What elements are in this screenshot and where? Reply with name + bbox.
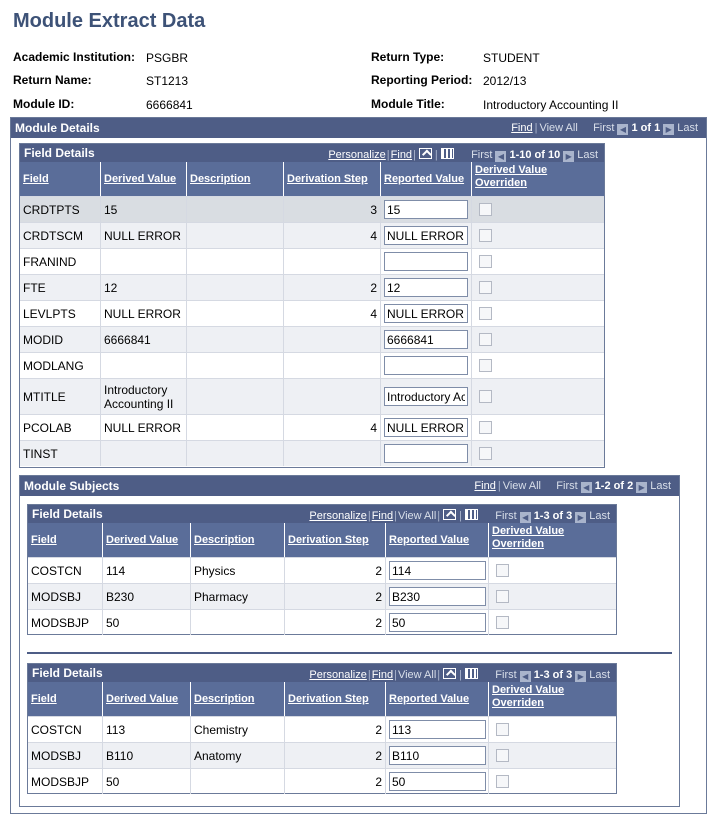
overriden-cell — [489, 584, 616, 609]
overriden-cell — [472, 197, 604, 222]
module-details-title: Module Details — [15, 121, 100, 135]
view-in-new-window-icon[interactable] — [443, 509, 456, 520]
overriden-cell — [489, 717, 616, 742]
first-label: First — [495, 669, 517, 681]
last-label: Last — [589, 510, 610, 522]
column-field[interactable]: Field — [28, 682, 103, 716]
description-cell — [187, 223, 284, 248]
table-row — [28, 716, 616, 742]
field-cell: MODSBJ — [28, 584, 103, 609]
table-row — [28, 583, 616, 609]
table-row — [20, 326, 604, 352]
reported-value-input[interactable] — [389, 772, 486, 791]
page-title: Module Extract Data — [13, 10, 206, 32]
field-cell: MODID — [20, 327, 101, 352]
derived-value-cell: 15 — [101, 197, 187, 222]
next-arrow-icon[interactable]: ▶ — [575, 512, 586, 523]
row-range: 1-3 of 3 — [533, 510, 573, 522]
field-cell: FRANIND — [20, 249, 101, 274]
field-details-grid — [19, 143, 605, 468]
table-row — [20, 378, 604, 414]
row-range: 1-10 of 10 — [509, 149, 561, 161]
return-type-value: STUDENT — [483, 51, 540, 65]
derivation-step-cell: 2 — [284, 275, 381, 300]
reported-value-input[interactable] — [384, 418, 468, 437]
reported-value-cell — [381, 249, 472, 274]
overriden-checkbox[interactable] — [479, 421, 492, 434]
overriden-checkbox[interactable] — [496, 723, 509, 736]
view-all-link[interactable]: View All — [397, 669, 437, 681]
derived-value-cell: 50 — [103, 610, 191, 635]
field-cell: COSTCN — [28, 558, 103, 583]
reported-value-input[interactable] — [389, 613, 486, 632]
field-details-header — [20, 144, 604, 162]
overriden-checkbox[interactable] — [479, 307, 492, 320]
reported-value-cell — [381, 415, 472, 440]
reported-value-cell — [381, 301, 472, 326]
derived-value-cell: 114 — [103, 558, 191, 583]
overriden-checkbox[interactable] — [479, 333, 492, 346]
field-cell: CRDTPTS — [20, 197, 101, 222]
subject-field-details-grid — [27, 663, 617, 794]
column-derivation-step[interactable]: Derivation Step — [285, 523, 386, 557]
table-row — [20, 222, 604, 248]
view-all-link[interactable]: View All — [539, 122, 578, 134]
reported-value-cell — [386, 610, 489, 635]
field-cell: COSTCN — [28, 717, 103, 742]
derived-value-cell: B230 — [103, 584, 191, 609]
column-field[interactable]: Field — [20, 162, 101, 196]
overriden-checkbox[interactable] — [479, 229, 492, 242]
module-details-header — [11, 118, 706, 138]
description-cell — [187, 379, 284, 414]
description-cell — [187, 249, 284, 274]
derived-value-cell: NULL ERROR — [101, 301, 187, 326]
previous-arrow-icon[interactable]: ◀ — [520, 512, 531, 523]
overriden-cell — [472, 249, 604, 274]
reported-value-input[interactable] — [384, 278, 468, 297]
table-row — [28, 557, 616, 583]
reported-value-cell — [381, 223, 472, 248]
reported-value-input[interactable] — [389, 561, 486, 580]
description-cell — [187, 441, 284, 466]
overriden-checkbox[interactable] — [496, 616, 509, 629]
module-details-scroll — [10, 117, 707, 814]
field-cell: PCOLAB — [20, 415, 101, 440]
column-derivation-step[interactable]: Derivation Step — [284, 162, 381, 196]
field-cell: MODSBJP — [28, 610, 103, 635]
reported-value-input[interactable] — [384, 444, 468, 463]
description-cell — [187, 327, 284, 352]
overriden-checkbox[interactable] — [479, 390, 492, 403]
column-derivation-step[interactable]: Derivation Step — [285, 682, 386, 716]
column-derived-value[interactable]: Derived Value — [103, 682, 191, 716]
description-cell — [187, 275, 284, 300]
find-link[interactable]: Find — [474, 480, 496, 492]
module-subjects-header — [20, 476, 679, 496]
overriden-checkbox[interactable] — [479, 447, 492, 460]
reported-value-cell — [386, 743, 489, 768]
module-title-label: Module Title: — [371, 97, 445, 111]
next-arrow-icon[interactable]: ▶ — [563, 151, 574, 162]
table-row — [20, 300, 604, 326]
column-derived-value-overriden[interactable]: Derived Value Overriden — [489, 523, 616, 557]
derivation-step-cell: 2 — [285, 769, 386, 794]
column-derived-value[interactable]: Derived Value — [103, 523, 191, 557]
row-range: 1-2 of 2 — [594, 480, 634, 492]
derived-value-cell: 113 — [103, 717, 191, 742]
derivation-step-cell — [284, 353, 381, 378]
reported-value-cell — [386, 584, 489, 609]
download-grid-icon[interactable] — [465, 509, 478, 520]
field-details-column-headers — [20, 162, 604, 196]
next-arrow-icon[interactable]: ▶ — [663, 124, 674, 135]
return-name-value: ST1213 — [146, 74, 189, 88]
last-label: Last — [577, 149, 598, 161]
personalize-link[interactable]: Personalize — [328, 149, 386, 161]
reported-value-cell — [381, 379, 472, 414]
table-row — [28, 768, 616, 794]
field-cell: MTITLE — [20, 379, 101, 414]
table-row — [20, 196, 604, 222]
derivation-step-cell: 4 — [284, 415, 381, 440]
derivation-step-cell: 4 — [284, 223, 381, 248]
view-all-link[interactable]: View All — [397, 510, 437, 522]
description-cell: Chemistry — [191, 717, 285, 742]
reported-value-input[interactable] — [384, 252, 468, 271]
field-details-nav: Personalize|Find|View All| | First ◀ 1-3 of 3 ▶ Last — [309, 669, 610, 681]
derived-value-cell: 6666841 — [101, 327, 187, 352]
module-id-value: 6666841 — [146, 98, 193, 112]
derivation-step-cell: 3 — [284, 197, 381, 222]
field-details-nav: Personalize|Find|View All| | First ◀ 1-3 of 3 ▶ Last — [309, 510, 610, 522]
derivation-step-cell: 2 — [285, 558, 386, 583]
table-row — [20, 274, 604, 300]
derivation-step-cell: 2 — [285, 717, 386, 742]
table-row — [28, 742, 616, 768]
view-in-new-window-icon[interactable] — [443, 668, 456, 679]
reported-value-input[interactable] — [389, 720, 486, 739]
view-all-link[interactable]: View All — [502, 480, 542, 492]
field-cell: FTE — [20, 275, 101, 300]
reporting-period-label: Reporting Period: — [371, 73, 473, 87]
overriden-cell — [472, 379, 604, 414]
return-type-label: Return Type: — [371, 50, 445, 64]
column-field[interactable]: Field — [28, 523, 103, 557]
overriden-cell — [472, 415, 604, 440]
field-details-column-headers — [28, 523, 616, 557]
overriden-cell — [472, 353, 604, 378]
description-cell — [187, 415, 284, 440]
academic-institution-value: PSGBR — [146, 51, 189, 65]
module-id-label: Module ID: — [13, 97, 75, 111]
previous-arrow-icon[interactable]: ◀ — [520, 671, 531, 682]
description-cell — [187, 301, 284, 326]
overriden-checkbox[interactable] — [479, 255, 492, 268]
derivation-step-cell — [284, 441, 381, 466]
personalize-link[interactable]: Personalize — [309, 669, 367, 681]
reporting-period-value: 2012/13 — [483, 74, 527, 88]
first-label: First — [471, 149, 493, 161]
personalize-link[interactable]: Personalize — [309, 510, 367, 522]
overriden-checkbox[interactable] — [496, 775, 509, 788]
description-cell: Anatomy — [191, 743, 285, 768]
field-details-title: Field Details — [32, 666, 103, 680]
previous-arrow-icon[interactable]: ◀ — [495, 151, 506, 162]
download-grid-icon[interactable] — [465, 668, 478, 679]
find-link[interactable]: Find — [390, 149, 413, 161]
view-in-new-window-icon[interactable] — [419, 148, 432, 159]
return-name-label: Return Name: — [13, 73, 92, 87]
field-cell: CRDTSCM — [20, 223, 101, 248]
column-derived-value-overriden[interactable]: Derived Value Overriden — [489, 682, 616, 716]
reported-value-cell — [386, 769, 489, 794]
column-reported-value[interactable]: Reported Value — [381, 162, 472, 196]
table-row — [20, 414, 604, 440]
derivation-step-cell — [284, 249, 381, 274]
table-row — [20, 352, 604, 378]
reported-value-cell — [381, 353, 472, 378]
description-cell — [191, 610, 285, 635]
field-details-column-headers — [28, 682, 616, 716]
table-row — [20, 248, 604, 274]
find-link[interactable]: Find — [371, 669, 394, 681]
derived-value-cell — [101, 249, 187, 274]
module-details-nav: Find | View All First ◀ 1 of 1 ▶ Last — [511, 122, 698, 134]
reported-value-input[interactable] — [384, 200, 468, 219]
overriden-checkbox[interactable] — [479, 203, 492, 216]
overriden-cell — [472, 301, 604, 326]
reported-value-input[interactable] — [384, 356, 468, 375]
reported-value-input[interactable] — [384, 387, 468, 406]
first-label: First — [556, 480, 578, 492]
derived-value-cell — [101, 353, 187, 378]
module-subjects-scroll — [19, 475, 680, 807]
column-description[interactable]: Description — [191, 682, 285, 716]
row-range: 1 of 1 — [631, 122, 661, 134]
derived-value-cell: B110 — [103, 743, 191, 768]
description-cell — [187, 353, 284, 378]
description-cell: Physics — [191, 558, 285, 583]
next-arrow-icon[interactable]: ▶ — [636, 482, 647, 493]
reported-value-cell — [381, 275, 472, 300]
overriden-checkbox[interactable] — [496, 564, 509, 577]
overriden-cell — [472, 327, 604, 352]
field-details-title: Field Details — [32, 507, 103, 521]
overriden-cell — [489, 769, 616, 794]
overriden-checkbox[interactable] — [479, 281, 492, 294]
field-cell: MODLANG — [20, 353, 101, 378]
module-subjects-title: Module Subjects — [24, 479, 120, 493]
row-range: 1-3 of 3 — [533, 669, 573, 681]
reported-value-input[interactable] — [384, 226, 468, 245]
overriden-checkbox[interactable] — [496, 590, 509, 603]
derivation-step-cell — [284, 379, 381, 414]
last-label: Last — [677, 122, 698, 134]
subject-divider — [27, 652, 672, 654]
field-details-header — [28, 505, 616, 523]
table-row — [28, 609, 616, 635]
subject-field-details-grid — [27, 504, 617, 635]
download-grid-icon[interactable] — [441, 148, 454, 159]
overriden-cell — [489, 743, 616, 768]
field-cell: MODSBJP — [28, 769, 103, 794]
overriden-checkbox[interactable] — [479, 359, 492, 372]
field-details-nav: Personalize|Find| | First ◀ 1-10 of 10 ▶ Last — [328, 149, 598, 161]
derivation-step-cell: 2 — [285, 610, 386, 635]
derivation-step-cell — [284, 327, 381, 352]
reported-value-input[interactable] — [384, 304, 468, 323]
reported-value-input[interactable] — [389, 587, 486, 606]
module-subjects-nav: Find | View All First ◀ 1-2 of 2 ▶ Last — [474, 480, 671, 492]
find-link[interactable]: Find — [371, 510, 394, 522]
find-link[interactable]: Find — [511, 122, 533, 134]
derivation-step-cell: 4 — [284, 301, 381, 326]
previous-arrow-icon[interactable]: ◀ — [617, 124, 628, 135]
column-description[interactable]: Description — [191, 523, 285, 557]
overriden-checkbox[interactable] — [496, 749, 509, 762]
reported-value-cell — [381, 197, 472, 222]
description-cell — [191, 769, 285, 794]
field-cell: LEVLPTS — [20, 301, 101, 326]
derived-value-cell — [101, 441, 187, 466]
reported-value-cell — [381, 327, 472, 352]
academic-institution-label: Academic Institution: — [13, 50, 136, 64]
reported-value-input[interactable] — [384, 330, 468, 349]
overriden-cell — [489, 558, 616, 583]
last-label: Last — [589, 669, 610, 681]
description-cell — [187, 197, 284, 222]
reported-value-cell — [381, 441, 472, 466]
column-description[interactable]: Description — [187, 162, 284, 196]
field-details-header — [28, 664, 616, 682]
column-reported-value[interactable]: Reported Value — [386, 523, 489, 557]
derived-value-cell: NULL ERROR — [101, 415, 187, 440]
table-row — [20, 440, 604, 466]
field-cell: TINST — [20, 441, 101, 466]
overriden-cell — [472, 275, 604, 300]
previous-arrow-icon[interactable]: ◀ — [581, 482, 592, 493]
derivation-step-cell: 2 — [285, 584, 386, 609]
description-cell: Pharmacy — [191, 584, 285, 609]
first-label: First — [495, 510, 517, 522]
overriden-cell — [489, 610, 616, 635]
next-arrow-icon[interactable]: ▶ — [575, 671, 586, 682]
reported-value-input[interactable] — [389, 746, 486, 765]
derived-value-cell: NULL ERROR — [101, 223, 187, 248]
reported-value-cell — [386, 558, 489, 583]
overriden-cell — [472, 441, 604, 466]
column-derived-value[interactable]: Derived Value — [101, 162, 187, 196]
column-derived-value-overriden[interactable]: Derived Value Overriden — [472, 162, 604, 196]
derived-value-cell: 50 — [103, 769, 191, 794]
last-label: Last — [650, 480, 671, 492]
first-label: First — [593, 122, 615, 134]
overriden-cell — [472, 223, 604, 248]
field-details-title: Field Details — [24, 146, 95, 160]
derived-value-cell: 12 — [101, 275, 187, 300]
field-cell: MODSBJ — [28, 743, 103, 768]
derivation-step-cell: 2 — [285, 743, 386, 768]
column-reported-value[interactable]: Reported Value — [386, 682, 489, 716]
reported-value-cell — [386, 717, 489, 742]
derived-value-cell: Introductory Accounting II — [101, 379, 187, 414]
module-title-value: Introductory Accounting II — [483, 98, 619, 112]
